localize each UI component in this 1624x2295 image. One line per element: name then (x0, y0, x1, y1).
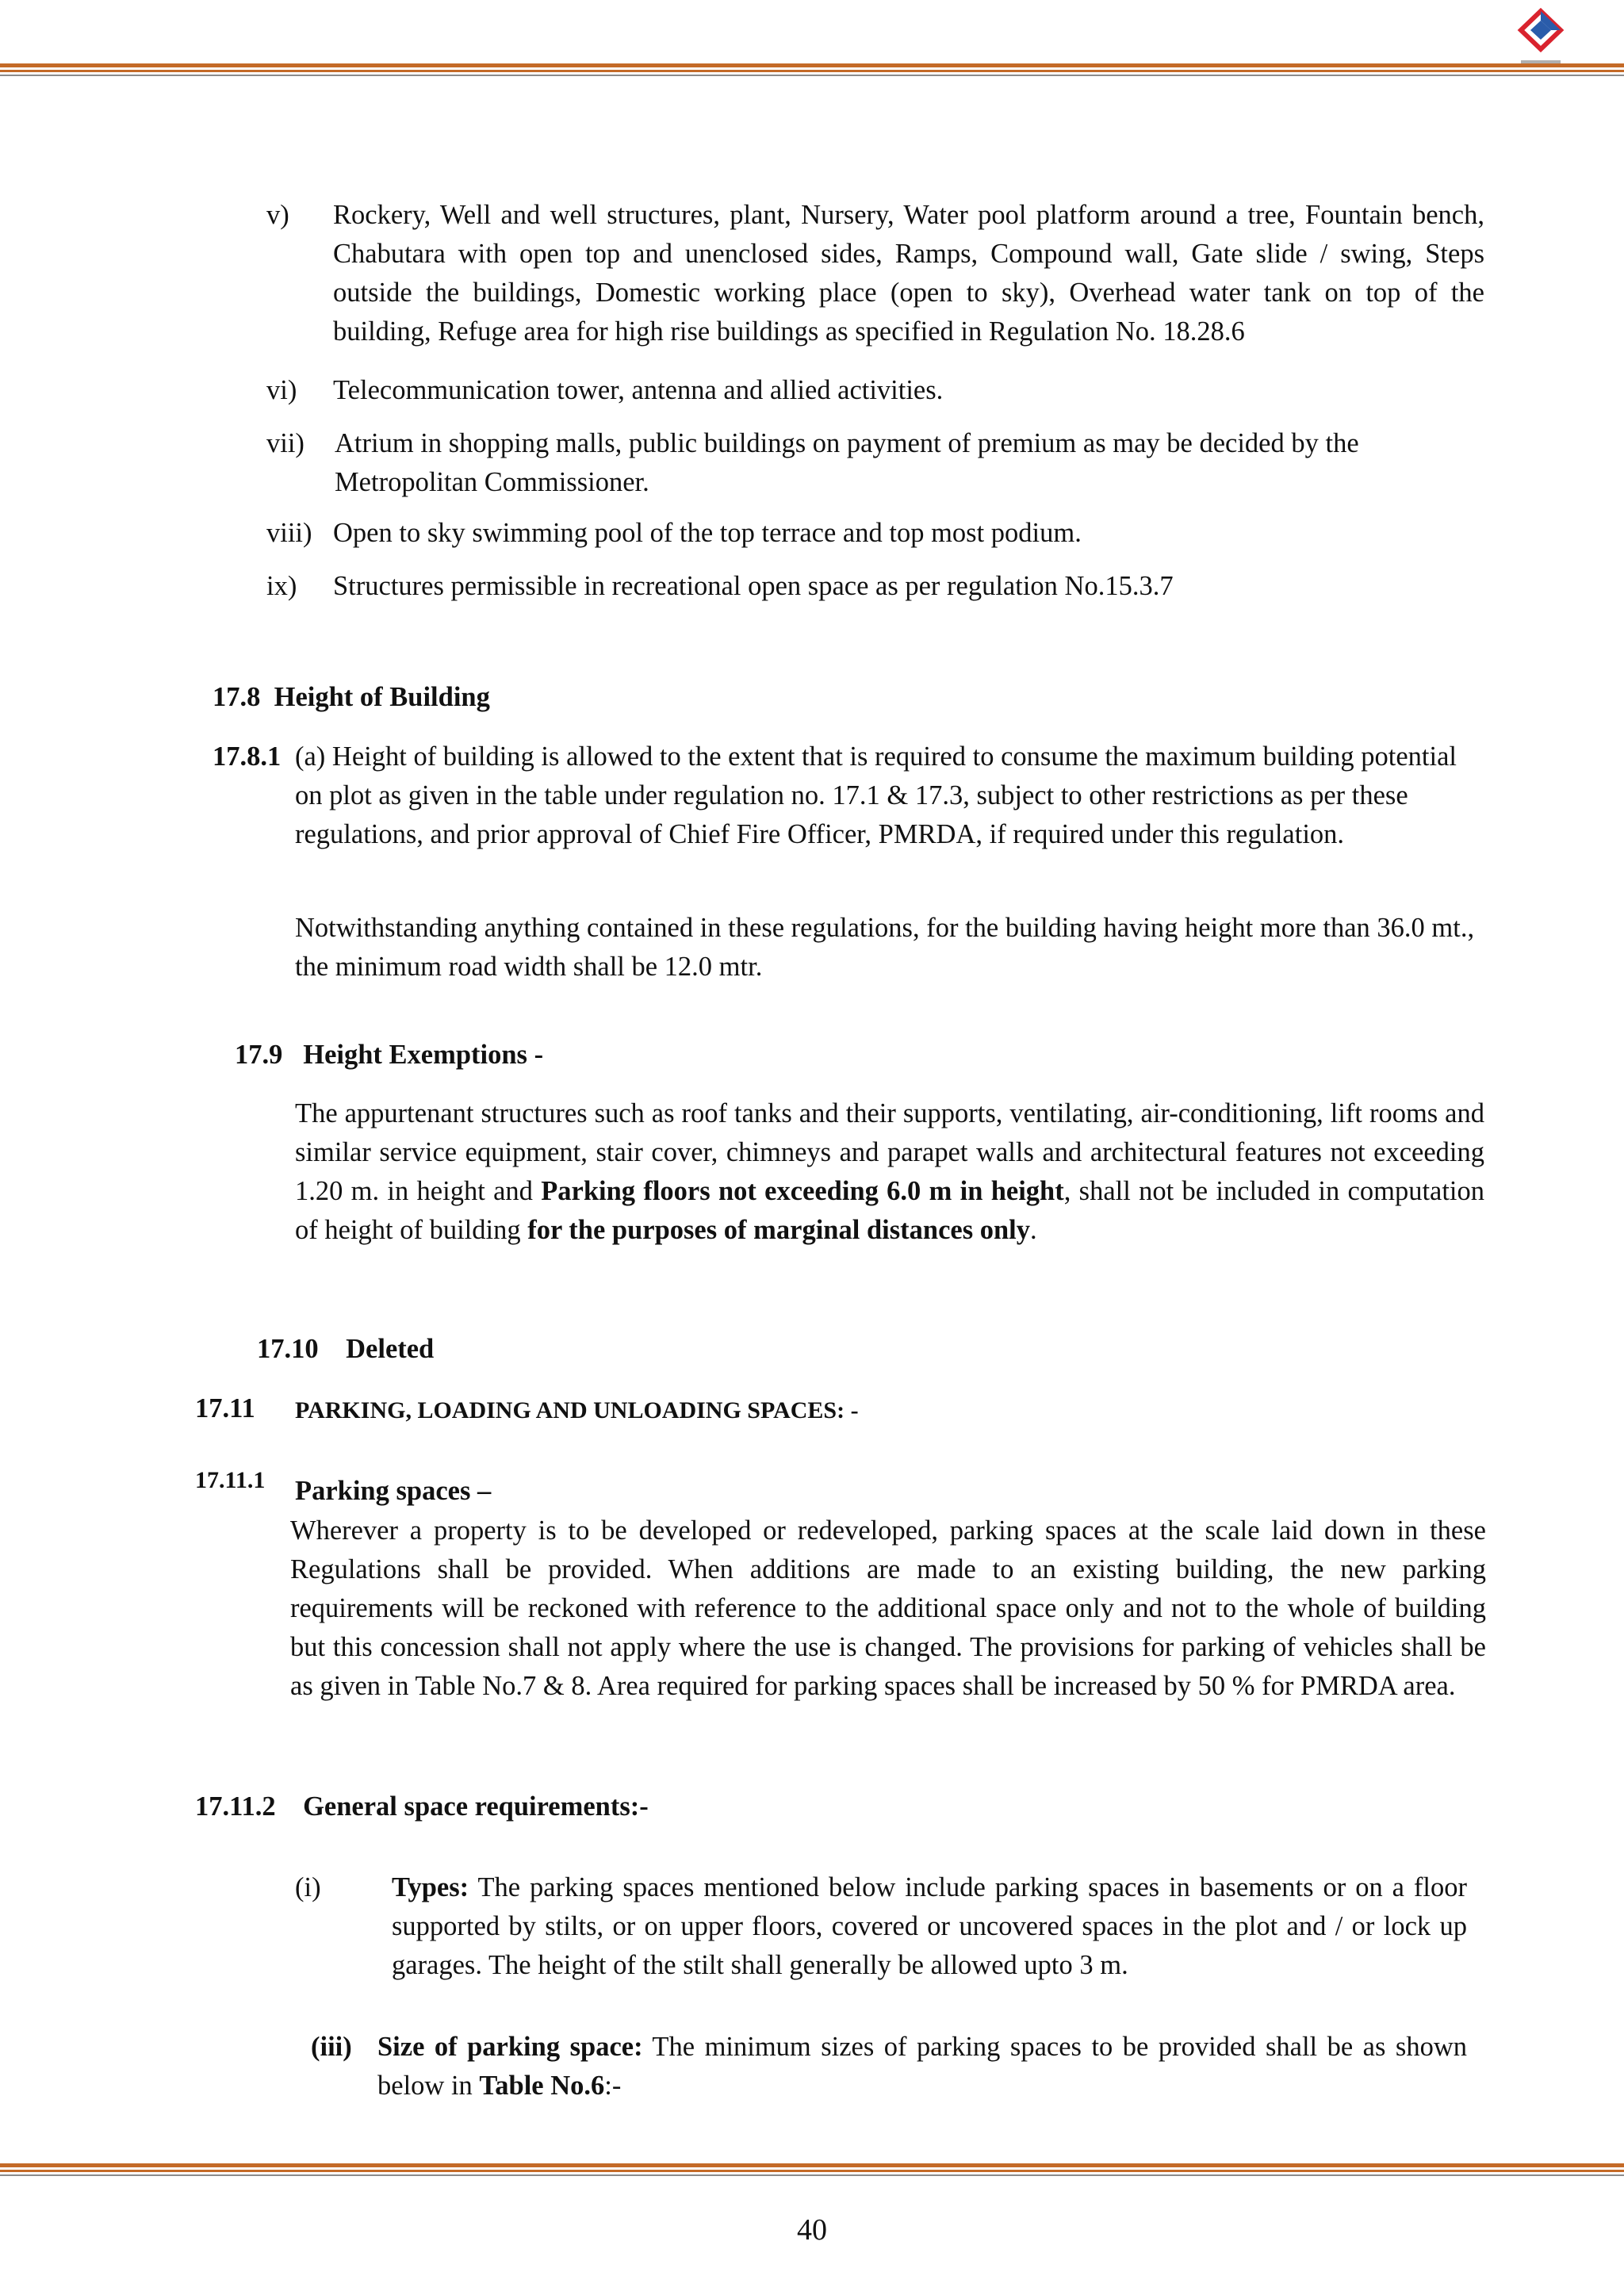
bold-segment: Parking floors not exceeding 6.0 m in height (541, 1176, 1064, 1206)
page-number: 40 (797, 2213, 827, 2247)
pmrda-logo-icon (1513, 8, 1568, 71)
item-label: Size of parking space: (377, 2032, 643, 2062)
paragraph-17-11-1: Wherever a property is to be developed or redeveloped, parking spaces at the scale laid down in these Regulations shall be provided. When additions are made to an existing building, the new parking requirements will be reckoned with reference to the additional space only and not to the whole of building but this concession shall not apply where the use is changed. The provisions for parking of vehicles shall be as given in Table No.7 & 8. Area required for parking spaces shall be increased by 50 % for PMRDA area. (290, 1515, 1486, 1701)
list-item-text: Rockery, Well and well structures, plant, Nursery, Water pool platform around a tree, Fountain bench, Chabutara with open top and unenclosed sides, Ramps, Compound wall, Gate slide / swing, Steps outside the buildings, Domestic working place (open to sky), Overhead water tank on top of the building, Refuge area for high rise buildings as specified in Regulation No. 18.28.6 (333, 200, 1484, 347)
list-item-types (392, 1868, 1467, 1985)
list-item-number: (iii) (311, 2032, 352, 2062)
section-title-17-11: PARKING, LOADING AND UNLOADING SPACES: - (295, 1397, 859, 1423)
item-text: The parking spaces mentioned below include parking spaces in basements or on a floor supported by stilts, or on upper floors, covered or uncovered spaces in the plot and / or lock up garages. The height of the stilt shall generally be allowed upto 3 m. (392, 1872, 1467, 1980)
text-segment: . (1030, 1215, 1037, 1245)
table-reference: Table No.6 (479, 2071, 605, 2101)
section-number-17-11: 17.11 (195, 1393, 255, 1423)
list-item-text: Telecommunication tower, antenna and allied activities. (333, 375, 944, 405)
paragraph-17-8-1-note: Notwithstanding anything contained in these regulations, for the building having height more than 36.0 mt., the minimum road width shall be 12.0 mtr. (295, 913, 1475, 982)
footer-rule (0, 2163, 1624, 2176)
list-item-text: Structures permissible in recreational open space as per regulation No.15.3.7 (333, 571, 1174, 601)
list-item-number: ix) (266, 571, 297, 601)
subsection-number-17-11-1: 17.11.1 (195, 1467, 266, 1493)
list-item-number: v) (266, 200, 289, 230)
section-heading-17-8: 17.8 Height of Building (213, 682, 490, 712)
item-text: The minimum sizes of parking spaces to be provided shall be as shown below in (377, 2032, 1467, 2101)
list-item-number: vii) (266, 428, 304, 458)
header-rule (0, 63, 1624, 76)
list-item-text: Atrium in shopping malls, public buildings on payment of premium as may be decided by the Metropolitan Commissioner. (335, 428, 1359, 497)
section-heading-17-10: 17.10 Deleted (257, 1334, 435, 1364)
list-item-number: vi) (266, 375, 297, 405)
list-item-number: (i) (295, 1872, 321, 1902)
item-label: Types: (392, 1872, 469, 1902)
subsection-heading-17-11-2: 17.11.2 General space requirements:- (195, 1791, 649, 1822)
list-item-size (377, 2028, 1467, 2105)
paragraph-17-8-1: (a) Height of building is allowed to the extent that is required to consume the maximum building potential on plot as given in the table under regulation no. 17.1 & 17.3, subject to other restrictions as per these regulations, and prior approval of Chief Fire Officer, PMRDA, if required under this regulation. (295, 741, 1457, 849)
text-segment: The appurtenant structures such as roof tanks and their supports, ventilating, air-conditioning, lift rooms and similar service equipment, stair cover, chimneys and parapet walls and architectural features not exceeding 1.20 m. in height and (295, 1098, 1484, 1206)
text-segment: , shall not be included in computation of height of building (295, 1176, 1485, 1245)
list-item-number: viii) (266, 518, 312, 548)
list-item-text: Open to sky swimming pool of the top terrace and top most podium. (333, 518, 1082, 548)
bold-segment: for the purposes of marginal distances only (527, 1215, 1031, 1245)
item-text-end: :- (604, 2071, 622, 2101)
paragraph-17-9 (295, 1094, 1484, 1250)
section-heading-17-9: 17.9 Height Exemptions - (235, 1040, 544, 1070)
subsection-title-17-11-1: Parking spaces – (295, 1476, 492, 1506)
subsection-number-17-8-1: 17.8.1 (213, 741, 282, 772)
